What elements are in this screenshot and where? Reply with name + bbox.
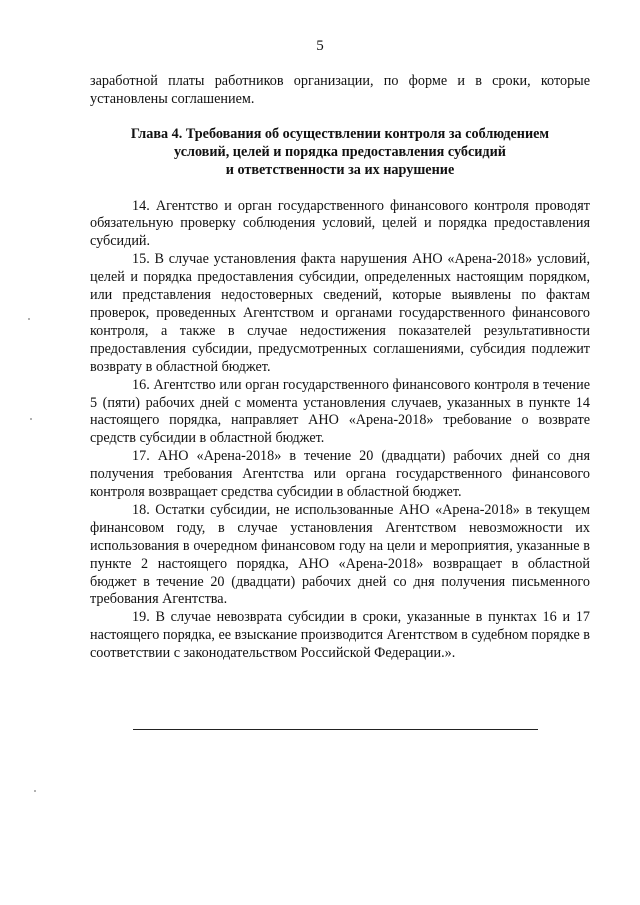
scan-speck [34,790,36,792]
scan-speck [28,318,30,320]
intro-paragraph: заработной платы работников организации, по форме и в сроки, которые установлены соглашением. [90,73,590,107]
paragraph-17: 17. АНО «Арена-2018» в течение 20 (двадцати) рабочих дней со дня получения требования Агентства или органа государственного финансового контроля возвращает средства субсидии в областной бюджет. [90,448,590,501]
paragraph-14: 14. Агентство и орган государственного финансового контроля проводят обязательную проверку соблюдения условий, целей и порядка предоставления субсидий. [90,197,590,250]
scan-speck [30,418,32,420]
paragraph-16: 16. Агентство или орган государственного финансового контроля в течение 5 (пяти) рабочих дней с момента установления случаев, указанных в пункте 14 настоящего порядка, направляет АНО «Арена-2018» требование о возврате средств субсидии в областной бюджет. [90,376,590,447]
chapter-heading-line-1: Глава 4. Требования об осуществлении контроля за соблюдением [130,125,550,142]
document-body [90,73,590,663]
paragraph-18: 18. Остатки субсидии, не использованные АНО «Арена-2018» в текущем финансовом году, в случае установления Агентством невозможности их использования в очередном финансовом году на цели и мероприятия, указанные в пункте 2 настоящего порядка, АНО «Арена-2018» возвращает в областной бюджет в течение 20 (двадцати) рабочих дней со дня получения письменного требования Агентства. [90,501,590,608]
paragraph-19: 19. В случае невозврата субсидии в сроки, указанные в пунктах 16 и 17 настоящего порядка, ее взыскание производится Агентством в судебном порядке в соответствии с законодательством Российской Федерации.». [90,609,590,662]
chapter-heading [90,126,590,180]
chapter-heading-line-3: и ответственности за их нарушение [225,161,455,178]
paragraph-15: 15. В случае установления факта нарушения АНО «Арена-2018» условий, целей и порядка предоставления субсидии, определенных настоящим порядком, или представления недостоверных сведений, которые выявлены по фактам проверок, проведенных Агентством и органами государственного финансового контроля, а также в случае недостижения показателей результативности предоставления субсидии, предусмотренных соглашениями, субсидия подлежит возврату в областной бюджет. [90,251,590,375]
chapter-heading-line-2: условий, целей и порядка предоставления субсидий [174,143,506,160]
closing-divider-line [133,729,538,730]
page-number: 5 [316,38,324,54]
